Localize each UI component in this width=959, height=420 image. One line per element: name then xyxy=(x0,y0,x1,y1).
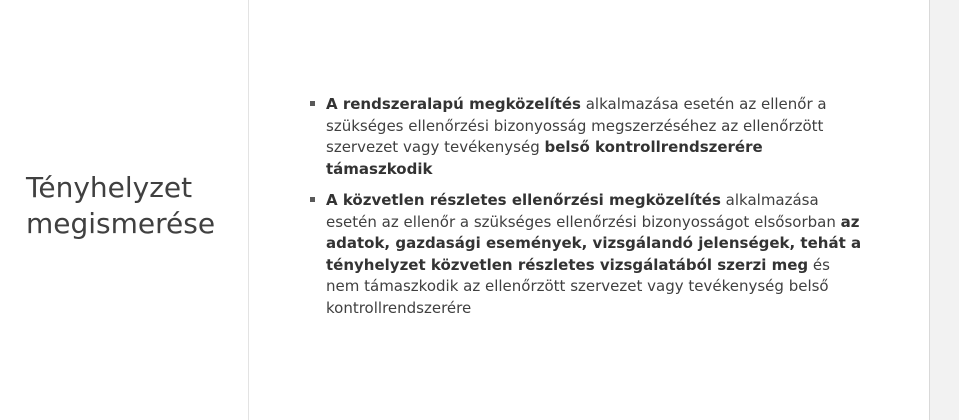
bullet-item xyxy=(306,190,866,319)
bullet-text-bold: belső kontrollrendszerére támaszkodik xyxy=(326,138,763,178)
bullet-text: alkalmazása esetén az ellenőr a szükséges ellenőrzési bizonyosságot elsősorban xyxy=(326,191,841,231)
bullet-text: alkalmazása esetén az ellenőr a szükséges ellenőrzési bizonyosság megszerzéséhez az ellenőrzött szervezet vagy tevékenység xyxy=(326,95,827,156)
bullet-text-bold: az adatok, gazdasági események, vizsgálandó jelenségek, tehát a tényhelyzet közvetlen részletes vizsgálatából szerzi meg xyxy=(326,212,862,274)
slide-title: Tényhelyzet megismerése xyxy=(26,171,216,240)
background-strip xyxy=(930,0,959,420)
title-panel xyxy=(0,0,249,420)
bullet-square-icon xyxy=(310,101,315,106)
slide-content xyxy=(306,94,866,329)
bullet-text-bold: A rendszeralapú megközelítés xyxy=(326,95,581,113)
bullet-square-icon xyxy=(310,197,315,202)
bullet-text-bold: A közvetlen részletes ellenőrzési megközelítés xyxy=(326,191,721,209)
bullet-item xyxy=(306,94,866,180)
bullet-text: és nem támaszkodik az ellenőrzött szervezet vagy tevékenység belső kontrollrendszerére xyxy=(326,255,830,317)
